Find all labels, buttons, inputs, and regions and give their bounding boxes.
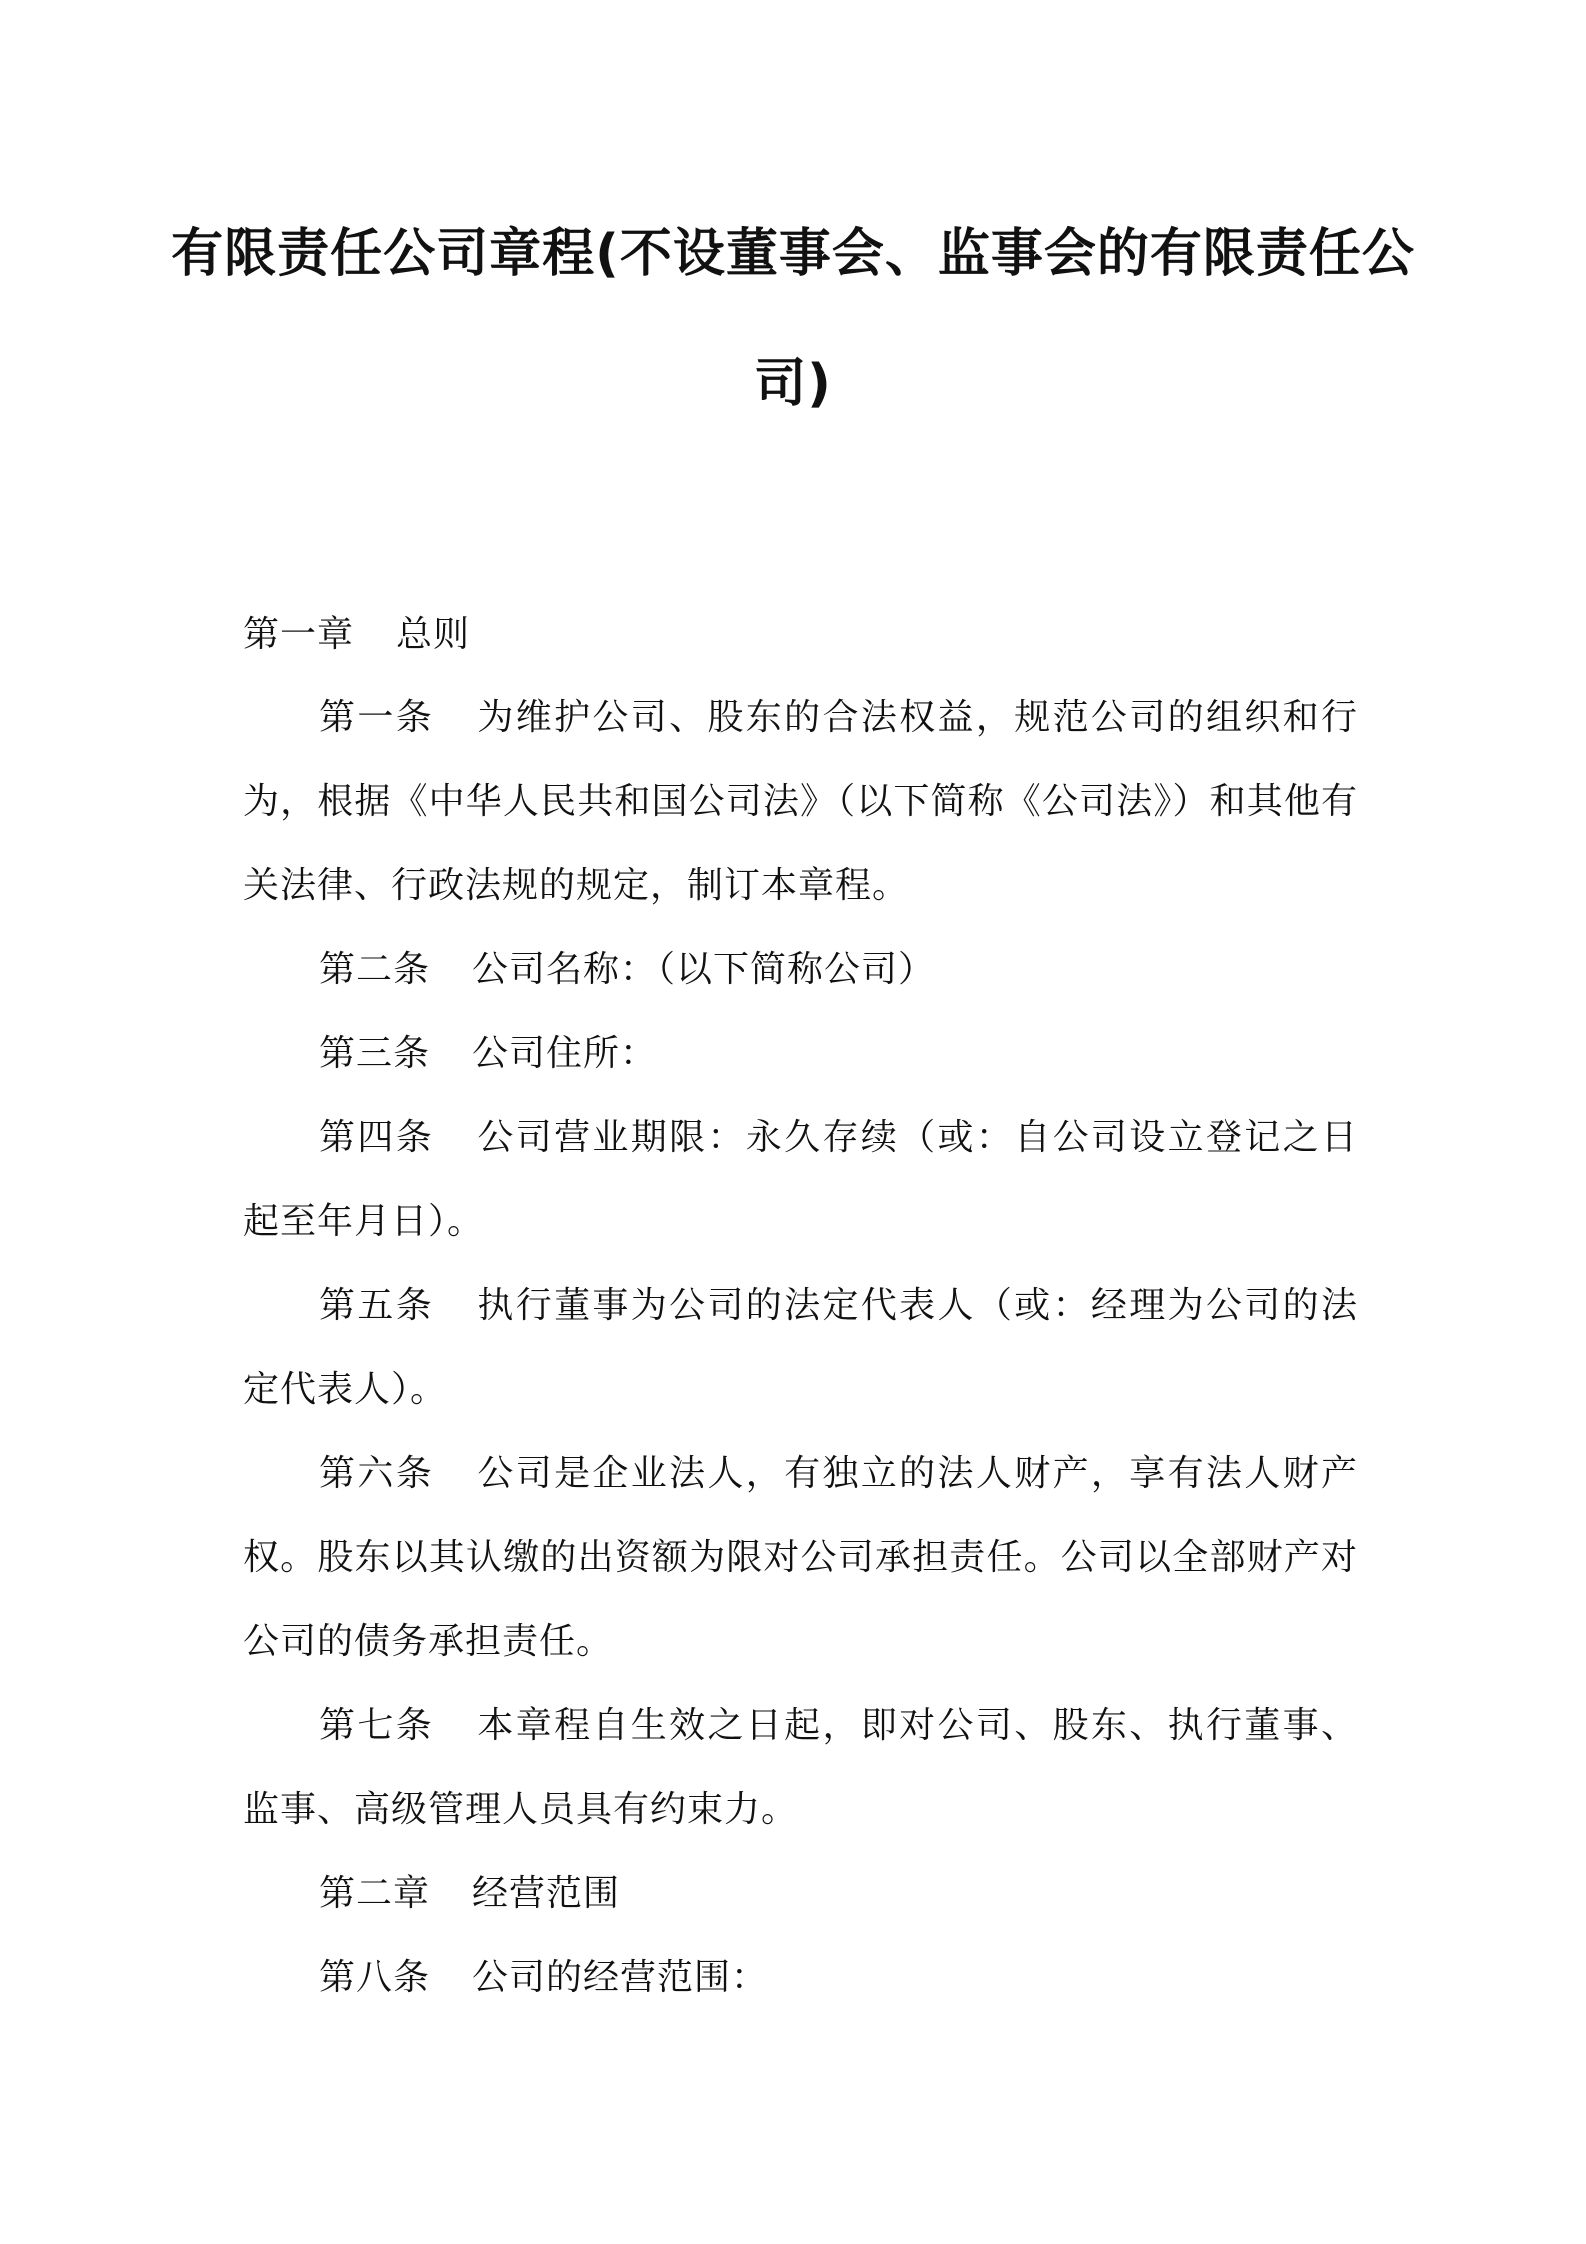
chapter-heading bbox=[243, 1852, 1358, 1936]
article-text: 公司的经营范围： bbox=[472, 1957, 769, 1998]
article-number: 第四条 bbox=[319, 1117, 435, 1158]
article-text: 为维护公司、股东的合法权益，规范公司的组织和行为，根据《中华人民共和国公司法》（以下简称《公司法》）和其他有关法律、行政法规的规定，制订本章程。 bbox=[243, 697, 1358, 906]
article-paragraph bbox=[243, 1012, 1358, 1096]
article-paragraph bbox=[243, 676, 1358, 928]
article-number: 第八条 bbox=[319, 1957, 431, 1998]
article-text: 公司住所： bbox=[472, 1033, 658, 1074]
document-title-line-1: 有限责任公司章程(不设董事会、监事会的有限责任公 bbox=[171, 224, 1415, 284]
article-text: 公司名称：（以下简称公司） bbox=[472, 949, 936, 990]
article-paragraph bbox=[243, 1936, 1358, 2020]
article-text: 本章程自生效之日起，即对公司、股东、执行董事、监事、高级管理人员具有约束力。 bbox=[243, 1705, 1358, 1830]
article-paragraph bbox=[243, 928, 1358, 1012]
article-text: 执行董事为公司的法定代表人（或：经理为公司的法定代表人）。 bbox=[243, 1285, 1358, 1410]
article-number: 第五条 bbox=[319, 1285, 435, 1326]
chapter-number: 第一章 bbox=[243, 614, 355, 655]
article-paragraph bbox=[243, 1096, 1358, 1264]
article-paragraph bbox=[243, 1264, 1358, 1432]
article-paragraph bbox=[243, 1684, 1358, 1852]
article-number: 第一条 bbox=[319, 697, 435, 738]
article-number: 第二条 bbox=[319, 949, 431, 990]
article-number: 第三条 bbox=[319, 1033, 431, 1074]
chapter-number: 第二章 bbox=[319, 1873, 431, 1914]
article-paragraph bbox=[243, 1432, 1358, 1684]
chapter-name: 经营范围 bbox=[472, 1873, 621, 1914]
article-text: 公司是企业法人，有独立的法人财产，享有法人财产权。股东以其认缴的出资额为限对公司承担责任。公司以全部财产对公司的债务承担责任。 bbox=[243, 1453, 1358, 1662]
article-text: 公司营业期限：永久存续（或：自公司设立登记之日起至年月日）。 bbox=[243, 1117, 1358, 1242]
article-number: 第七条 bbox=[319, 1705, 435, 1746]
document-title-line-2: 司) bbox=[754, 354, 832, 414]
chapter-name: 总则 bbox=[396, 614, 471, 655]
chapter-heading bbox=[243, 610, 470, 660]
article-number: 第六条 bbox=[319, 1453, 435, 1494]
